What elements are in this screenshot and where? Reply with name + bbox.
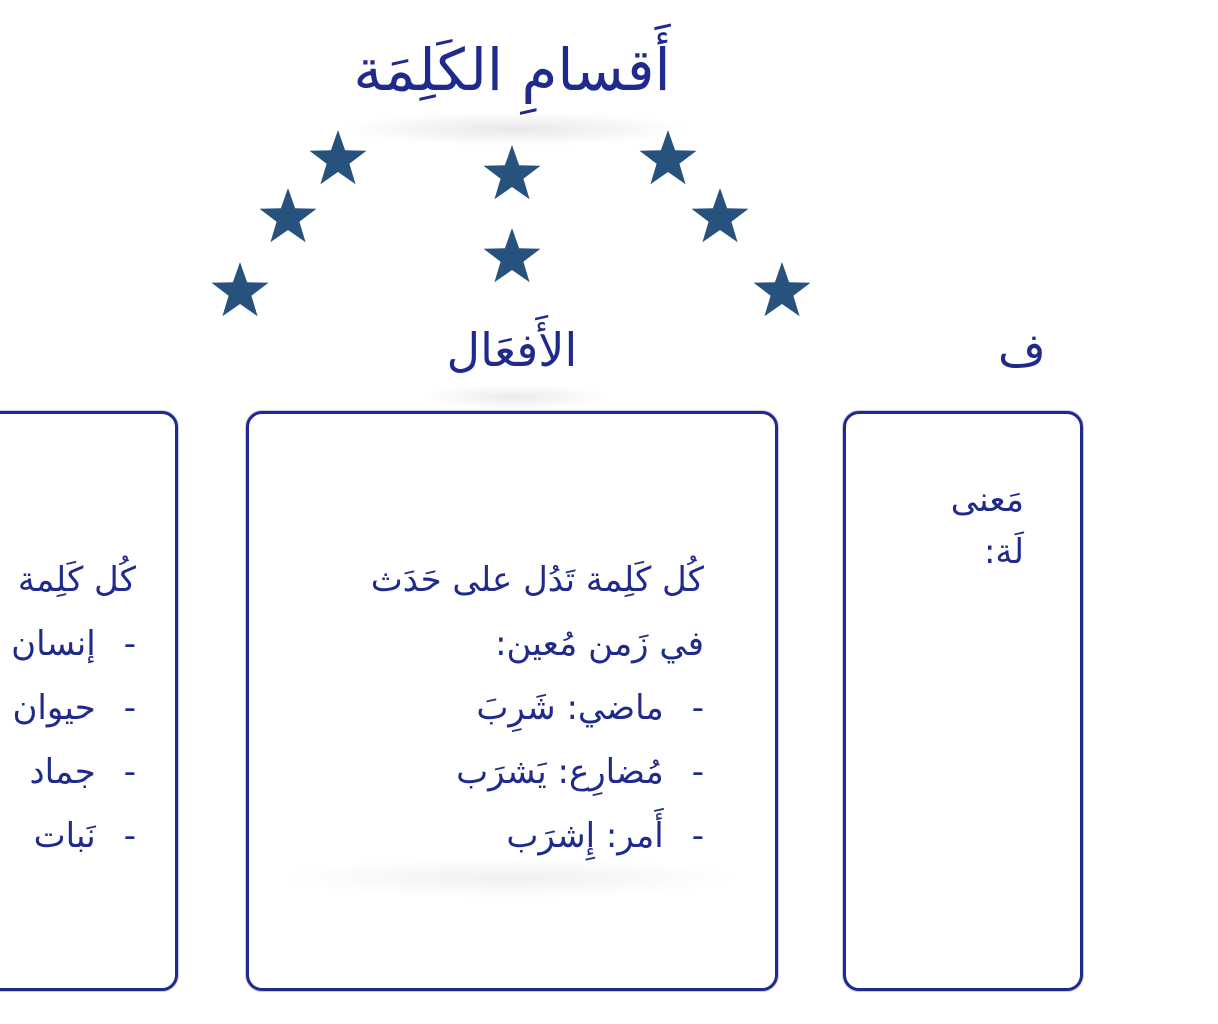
verbs-definition-line: كُل كَلِمة تَدُل على حَدَث [370, 560, 704, 600]
list-item: -مُضارِع: يَشرَب [456, 752, 704, 792]
star-icon [754, 262, 811, 316]
list-item: -جماد [29, 752, 136, 792]
star-icon [310, 130, 367, 184]
star-icon [212, 262, 269, 316]
particles-definition-line: لَة: [983, 532, 1024, 572]
verbs-text [284, 548, 704, 868]
list-item: -إنسان [11, 624, 136, 664]
star-icon [484, 228, 541, 282]
list-item: -نَبات [33, 816, 136, 856]
star-icon [640, 130, 697, 184]
heading-shadow [420, 384, 610, 410]
nouns-text [0, 548, 136, 868]
star-icon [692, 188, 749, 242]
diagram-title: أَقسامِ الكَلِمَة [353, 36, 671, 104]
particles-text [862, 468, 1024, 572]
list-item: -حيوان [12, 688, 136, 728]
heading-verbs: الأَفعَال [446, 323, 578, 377]
particles-definition-line: مَعنى [950, 480, 1024, 520]
star-icon [484, 145, 541, 199]
verbs-definition-line: في زَمن مُعين: [495, 624, 704, 664]
heading-right-partial: ف [998, 323, 1046, 377]
list-item: -ماضي: شَرِبَ [476, 688, 704, 728]
nouns-definition: كُل كَلِمة [17, 560, 136, 600]
star-icon [260, 188, 317, 242]
list-item: -أَمر: إِشرَب [506, 816, 704, 856]
